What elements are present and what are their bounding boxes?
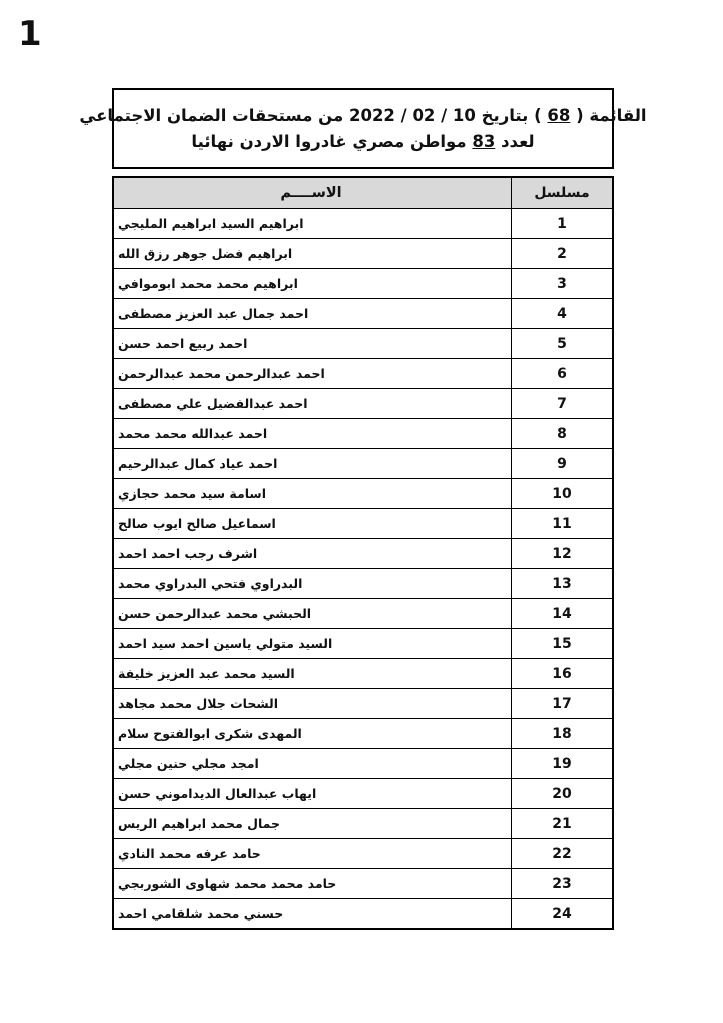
- table-row: [114, 449, 612, 479]
- table-row: [114, 539, 612, 569]
- serial-number-cell: 14: [552, 605, 572, 622]
- table-row: [114, 899, 612, 928]
- person-name-cell: احمد عبدالرحمن محمد عبدالرحمن: [114, 359, 512, 388]
- serial-number-cell: 7: [557, 395, 567, 412]
- person-name-cell: احمد ربيع احمد حسن: [114, 329, 512, 358]
- table-row: [114, 329, 612, 359]
- table-row: [114, 689, 612, 719]
- person-name-cell: اسامة سيد محمد حجازي: [114, 479, 512, 508]
- table-row: [114, 479, 612, 509]
- title-text-after-list-number: ) بتاريخ 10 / 02 / 2022 من مستحقات الضمان الاجتماعي: [79, 105, 548, 125]
- serial-number-cell: 11: [552, 515, 572, 532]
- serial-number-cell: 16: [552, 665, 572, 682]
- page-number: 1: [18, 14, 42, 54]
- title-text-before-list-number: القائمة (: [570, 105, 647, 125]
- person-name-cell: امجد مجلي حنين مجلي: [114, 749, 512, 778]
- table-row: [114, 209, 612, 239]
- title-text-after-count: مواطن مصري غادروا الاردن نهائيا: [191, 131, 473, 151]
- document-body: [79, 88, 647, 930]
- table-row: [114, 569, 612, 599]
- names-table: [112, 176, 614, 930]
- person-name-cell: اسماعيل صالح ايوب صالح: [114, 509, 512, 538]
- serial-number-cell: 18: [552, 725, 572, 742]
- table-row: [114, 749, 612, 779]
- list-title-line-1: [79, 103, 646, 129]
- serial-number-cell: 22: [552, 845, 572, 862]
- serial-number-cell: 1: [557, 215, 567, 232]
- person-name-cell: جمال محمد ابراهيم الريس: [114, 809, 512, 838]
- person-name-cell: المهدى شكرى ابوالفتوح سلام: [114, 719, 512, 748]
- person-name-cell: احمد عبدالفضيل علي مصطفى: [114, 389, 512, 418]
- serial-number-cell: 8: [557, 425, 567, 442]
- table-row: [114, 599, 612, 629]
- list-number: 68: [547, 105, 571, 125]
- column-header-name: الاســــم: [114, 178, 512, 208]
- table-row: [114, 839, 612, 869]
- serial-number-cell: 15: [552, 635, 572, 652]
- title-text-before-count: لعدد: [495, 131, 535, 151]
- person-name-cell: ابراهيم محمد محمد ابوموافي: [114, 269, 512, 298]
- table-row: [114, 419, 612, 449]
- serial-number-cell: 9: [557, 455, 567, 472]
- serial-number-cell: 17: [552, 695, 572, 712]
- serial-number-cell: 3: [557, 275, 567, 292]
- column-header-serial: مسلسل: [534, 185, 590, 201]
- person-name-cell: السيد محمد عبد العزيز خليفة: [114, 659, 512, 688]
- serial-number-cell: 21: [552, 815, 572, 832]
- serial-number-cell: 19: [552, 755, 572, 772]
- serial-number-cell: 6: [557, 365, 567, 382]
- person-name-cell: احمد عبدالله محمد محمد: [114, 419, 512, 448]
- person-name-cell: السيد متولي ياسين احمد سيد احمد: [114, 629, 512, 658]
- list-title-line-2: [191, 129, 534, 155]
- table-body: [114, 209, 612, 928]
- person-name-cell: احمد جمال عبد العزيز مصطفى: [114, 299, 512, 328]
- serial-number-cell: 10: [552, 485, 572, 502]
- person-name-cell: ايهاب عبدالعال الديداموني حسن: [114, 779, 512, 808]
- serial-number-cell: 5: [557, 335, 567, 352]
- table-row: [114, 659, 612, 689]
- table-row: [114, 389, 612, 419]
- person-name-cell: ابراهيم السيد ابراهيم المليجي: [114, 209, 512, 238]
- serial-number-cell: 13: [552, 575, 572, 592]
- table-row: [114, 299, 612, 329]
- table-row: [114, 629, 612, 659]
- table-row: [114, 359, 612, 389]
- person-name-cell: حامد عرفه محمد النادي: [114, 839, 512, 868]
- person-name-cell: الحبشي محمد عبدالرحمن حسن: [114, 599, 512, 628]
- serial-number-cell: 4: [557, 305, 567, 322]
- serial-number-cell: 20: [552, 785, 572, 802]
- table-row: [114, 239, 612, 269]
- table-row: [114, 779, 612, 809]
- citizen-count: 83: [472, 131, 496, 151]
- serial-number-cell: 12: [552, 545, 572, 562]
- table-row: [114, 809, 612, 839]
- table-row: [114, 869, 612, 899]
- serial-number-cell: 23: [552, 875, 572, 892]
- person-name-cell: حامد محمد محمد شهاوى الشوربجي: [114, 869, 512, 898]
- person-name-cell: احمد عياد كمال عبدالرحيم: [114, 449, 512, 478]
- table-row: [114, 509, 612, 539]
- table-row: [114, 269, 612, 299]
- person-name-cell: حسني محمد شلقامي احمد: [114, 899, 512, 928]
- serial-number-cell: 2: [557, 245, 567, 262]
- person-name-cell: البدراوي فتحي البدراوي محمد: [114, 569, 512, 598]
- person-name-cell: ابراهيم فضل جوهر رزق الله: [114, 239, 512, 268]
- person-name-cell: الشحات جلال محمد مجاهد: [114, 689, 512, 718]
- list-title-box: [79, 88, 647, 169]
- person-name-cell: اشرف رجب احمد احمد: [114, 539, 512, 568]
- serial-number-cell: 24: [552, 905, 572, 922]
- table-header-row: [114, 178, 612, 209]
- table-row: [114, 719, 612, 749]
